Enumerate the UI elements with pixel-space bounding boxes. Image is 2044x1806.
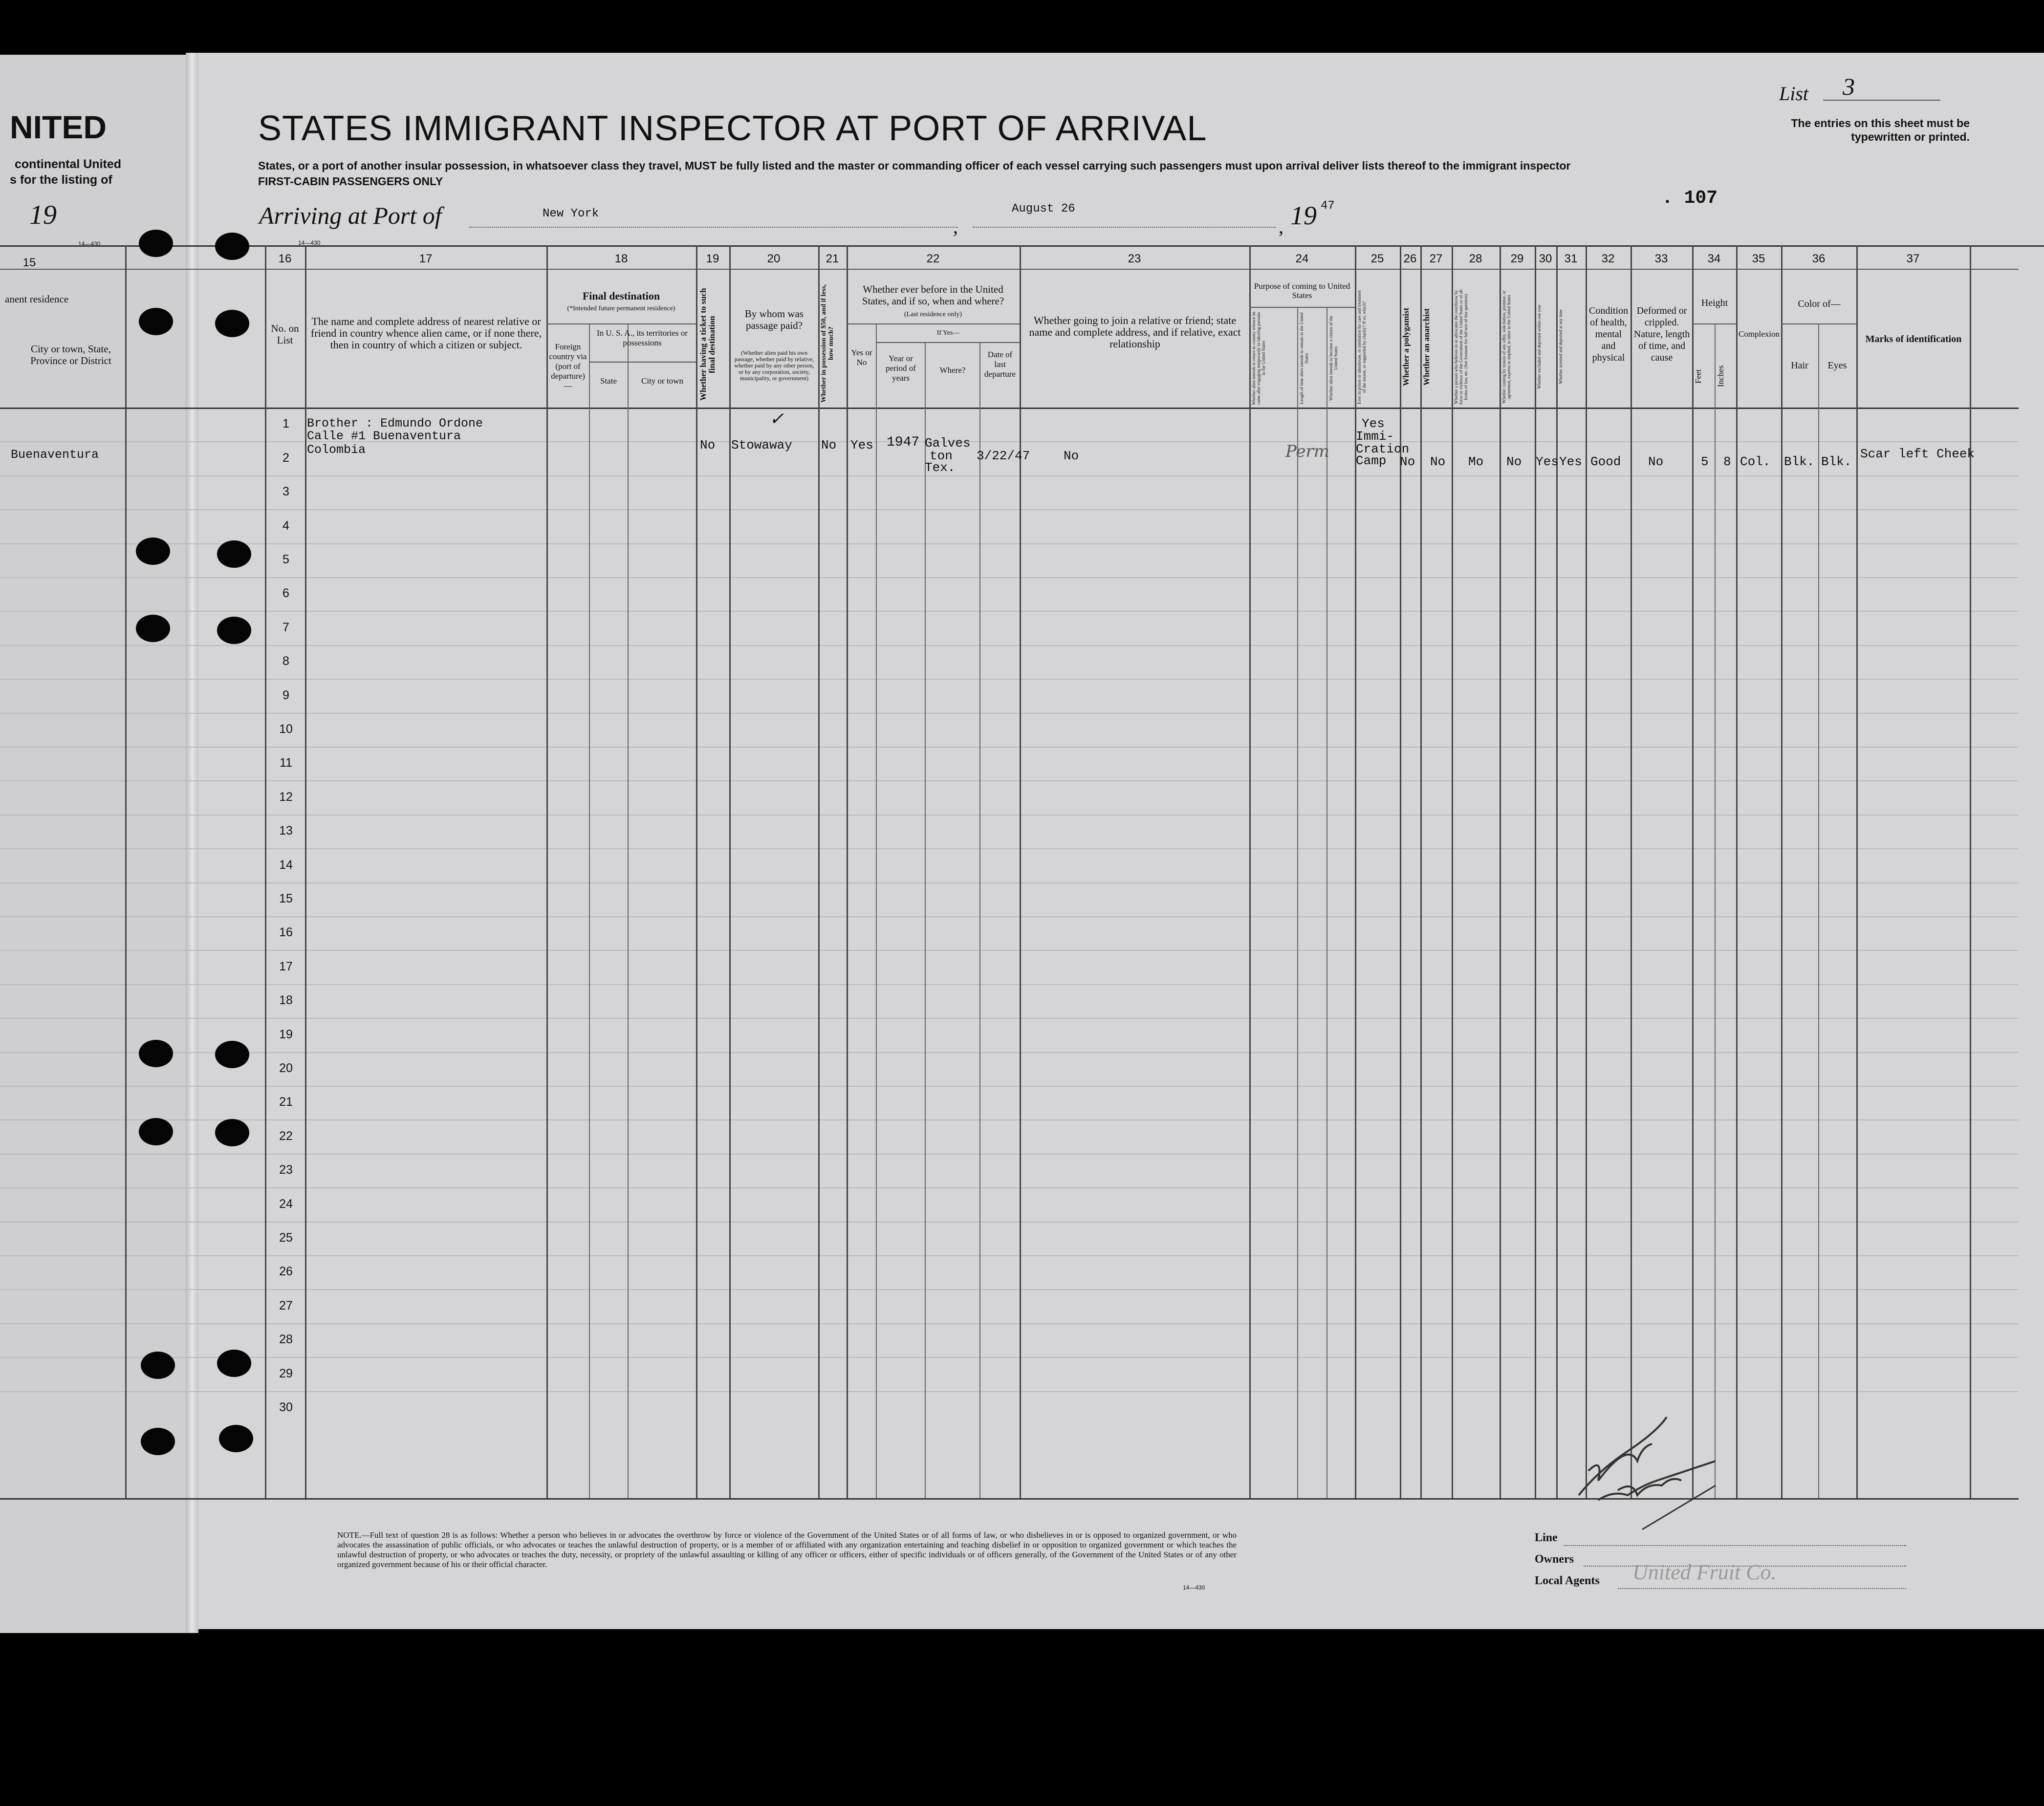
row-rule — [0, 441, 2019, 442]
left-form-no: 14—430 — [78, 240, 101, 247]
row-number: 5 — [283, 553, 289, 566]
vline-24b — [1297, 307, 1298, 1498]
hdr-c18-usa: In U. S. A., its territories or possessions — [596, 328, 688, 347]
vline-34a — [1692, 245, 1694, 1498]
row-rule — [0, 1222, 2019, 1223]
entry-health: Good — [1590, 454, 1621, 469]
hdr-c18-state: State — [600, 376, 617, 386]
hdr-c24-b: Length of time alien intends to remain in the United States — [1299, 312, 1309, 404]
row-rule — [0, 747, 2019, 748]
row-number: 2 — [283, 451, 289, 465]
vline-35 — [1736, 245, 1738, 1498]
punch-hole — [215, 1119, 249, 1146]
row-rule — [0, 815, 2019, 816]
vline-22d — [979, 342, 980, 1498]
vline-36a — [1781, 245, 1783, 1498]
hdr-c34-feet: Feet — [1694, 369, 1703, 384]
punch-hole — [141, 1428, 175, 1455]
c24-subline — [1249, 307, 1355, 308]
row-number: 27 — [279, 1298, 293, 1312]
column-number: 35 — [1752, 252, 1765, 265]
entry-joining: No — [1064, 449, 1079, 463]
entry-prison-l1: Yes — [1362, 416, 1385, 431]
entry-passage: Stowaway — [731, 438, 792, 452]
row-rule — [0, 475, 2019, 476]
column-number: 22 — [926, 252, 940, 265]
punch-hole — [217, 1350, 251, 1377]
punch-hole — [139, 1040, 173, 1067]
manifest-sheet — [192, 53, 2044, 1629]
column-number: 31 — [1564, 252, 1578, 265]
hdr-c27: Whether an anarchist — [1422, 308, 1431, 386]
entry-anarchist: No — [1430, 454, 1446, 469]
entry-complexion: Col. — [1740, 454, 1771, 469]
hdr-c35: Complexion — [1738, 329, 1780, 339]
hdr-c34-inches: Inches — [1716, 365, 1725, 387]
punch-hole — [215, 233, 249, 260]
column-number: 24 — [1295, 252, 1309, 265]
row-rule — [0, 780, 2019, 781]
hdr-c20-sub: (Whether alien paid his own passage, whether paid by relative, whether paid by any other person, or by any corporation, society, municipality, or government) — [734, 349, 814, 382]
form-no-top: 14—430 — [298, 239, 321, 246]
vline-26 — [1400, 245, 1401, 1498]
hdr-c23: Whether going to join a relative or friend; state name and complete address, and if relative, exact relationship — [1029, 314, 1241, 350]
hdr-c18-title: Final destination — [582, 290, 660, 302]
entry-relative-l2: Calle #1 Buenaventura — [307, 429, 461, 443]
page-fold — [186, 53, 198, 1633]
punch-hole — [217, 617, 251, 644]
entry-prison-l4: Camp — [1356, 453, 1387, 468]
entry-prison-l2: Immi- — [1356, 429, 1394, 444]
vline-21 — [818, 245, 820, 1498]
colnum-row-border — [0, 269, 2019, 270]
hdr-c24-c: Whether alien intends to become a citizen of the United States — [1328, 316, 1338, 401]
row-number: 11 — [280, 756, 292, 770]
entry-marks: Scar left Cheek — [1860, 447, 1975, 461]
column-number: 29 — [1510, 252, 1524, 265]
hdr-c31: Whether arrested and deported at any time — [1558, 309, 1563, 385]
hdr-c32: Condition of health, mental and physical — [1588, 305, 1628, 363]
entry-purpose: Perm — [1285, 442, 1329, 461]
row-rule — [0, 645, 2019, 646]
vline-23 — [1020, 245, 1021, 1498]
line-underline — [1564, 1545, 1906, 1546]
row-number: 10 — [279, 722, 293, 736]
column-number: 36 — [1812, 252, 1826, 265]
row-rule — [0, 1052, 2019, 1053]
row-number: 22 — [279, 1129, 293, 1143]
row1-residence: Buenaventura — [11, 448, 99, 462]
c18-subline — [546, 323, 696, 324]
vline-18b — [589, 323, 590, 1498]
hdr-c36-eyes: Eyes — [1827, 360, 1847, 371]
column-number: 27 — [1429, 252, 1443, 265]
row-number: 15 — [279, 892, 293, 905]
vline-30 — [1535, 245, 1536, 1498]
row-rule — [0, 848, 2019, 849]
vline-18a — [546, 245, 548, 1498]
hdr-c18-sub: (*Intended future permanent residence) — [567, 305, 675, 312]
list-underline — [1823, 100, 1940, 101]
hdr-c30: Whether excluded and deported within one year — [1537, 304, 1542, 389]
row-rule — [0, 509, 2019, 510]
hdr-c25: Ever in prison or almshouse, or institution for care and treatment of the insane, or supported by charity? If so, which? — [1357, 290, 1367, 404]
vline-28 — [1452, 245, 1453, 1498]
punch-hole — [217, 540, 251, 568]
footer-agents-label: Local Agents — [1535, 1574, 1600, 1587]
left-title-fragment: NITED — [10, 109, 107, 145]
row-rule — [0, 1119, 2019, 1120]
row-number: 19 — [279, 1027, 293, 1041]
column-number: 28 — [1469, 252, 1482, 265]
column-number: 20 — [767, 252, 781, 265]
vline-37 — [1856, 245, 1858, 1498]
vline-27 — [1420, 245, 1422, 1498]
column-number: 33 — [1654, 252, 1668, 265]
hdr-c29: Whether coming by reason of any offer, solicitation, promise, or agreement, express or implied, to labor in the United States — [1501, 290, 1511, 404]
entry-polygamist: No — [1400, 454, 1415, 469]
hdr-c22-year: Year or period of years — [886, 354, 916, 383]
row-rule — [0, 543, 2019, 544]
row-number: 3 — [283, 485, 289, 499]
hdr-no-on-list: No. on List — [271, 322, 299, 346]
entry-relative-l3: Colombia — [307, 443, 366, 457]
row-number: 17 — [279, 959, 293, 973]
row-rule — [0, 577, 2019, 578]
entry-inches: 8 — [1723, 454, 1731, 469]
row-rule — [0, 1289, 2019, 1290]
footer-form-no: 14—430 — [1183, 1584, 1205, 1591]
footer-line-label: Line — [1535, 1531, 1558, 1544]
comma2: , — [1279, 215, 1283, 237]
vline-34b — [1715, 323, 1716, 1498]
hdr-c36: Color of— — [1798, 299, 1841, 309]
col-num-15: 15 — [22, 256, 36, 269]
vline-20 — [729, 245, 731, 1498]
left-line1: continental United — [15, 157, 122, 171]
row-number: 21 — [279, 1095, 293, 1109]
page-number: . 107 — [1662, 188, 1718, 209]
vline-36b — [1818, 323, 1819, 1498]
row-number: 26 — [279, 1265, 293, 1279]
c22-subline2 — [876, 342, 1020, 343]
row-rule — [0, 1357, 2019, 1358]
hdr-c22-where: Where? — [939, 366, 966, 375]
hdr-c18-foreign: Foreign country via (port of departure)— — [549, 342, 587, 390]
row-number: 20 — [279, 1061, 293, 1075]
row-number: 14 — [279, 858, 293, 872]
entry-prison-l3: Cration — [1356, 442, 1410, 456]
row-rule — [0, 1086, 2019, 1087]
entry-excluded: Yes — [1536, 454, 1559, 469]
row-number: 18 — [279, 993, 293, 1008]
row-number: 23 — [279, 1163, 293, 1177]
hdr-c22-date: Date of last departure — [984, 350, 1016, 379]
hdr-c26: Whether a polygamist — [1401, 307, 1411, 387]
punch-hole — [139, 230, 173, 257]
footer-note: NOTE.—Full text of question 28 is as follows: Whether a person who believes in or advocates the overthrow by force or violence of the Government of the United States or of all forms of law, or who disbelieves in or is opposed to organized government, or who advocates the assassination of public officials, or who advocates or teaches the unlawful destruction of property, or is a member of or affiliated with any organization entertaining and teaching disbelief in or opposition to organized government or which teaches the unlawful destruction of property, or who advocates or teaches the duty, necessity, or propriety of the unlawful assaulting or killing of any officer or officers, either of specific individuals or of officers generally, of the Government of the United States or of any other organized government because of his or their official character. — [337, 1530, 1237, 1569]
vline-24a — [1249, 245, 1251, 1498]
entry-year: 1947 — [887, 435, 920, 450]
entry-hair: Blk. — [1784, 454, 1815, 469]
row-rule — [0, 1018, 2019, 1019]
vline-29 — [1500, 245, 1501, 1498]
column-number: 30 — [1539, 252, 1552, 265]
column-number: 16 — [278, 252, 292, 265]
header-residence: anent residence — [5, 293, 69, 305]
vline-15 — [125, 245, 127, 1498]
row-rule — [0, 1391, 2019, 1392]
punch-hole — [139, 308, 173, 335]
header-subline2: FIRST-CABIN PASSENGERS ONLY — [258, 175, 443, 188]
hdr-c34: Height — [1701, 298, 1728, 308]
row-number: 28 — [279, 1333, 293, 1347]
row-rule — [0, 1255, 2019, 1256]
punch-hole — [139, 1118, 173, 1145]
row-number: 7 — [283, 620, 289, 634]
vline-22a — [847, 245, 848, 1498]
hdr-c22-ifyes: If Yes— — [936, 329, 960, 337]
hdr-c20: By whom was passage paid? — [744, 308, 804, 331]
entry-ticket: No — [700, 438, 716, 452]
row-number: 30 — [279, 1400, 293, 1414]
row-rule — [0, 882, 2019, 883]
row-number: 8 — [283, 654, 289, 668]
vline-33 — [1631, 245, 1632, 1498]
entry-has-50: No — [821, 438, 837, 452]
hdr-c36-hair: Hair — [1791, 360, 1808, 371]
row-rule — [0, 1187, 2019, 1188]
handwritten-signature — [1569, 1398, 1735, 1544]
hdr-c17: The name and complete address of nearest relative or friend in country whence alien came, or if none there, then in country of which a citizen or subject. — [310, 315, 542, 351]
vline-19 — [696, 245, 697, 1498]
port-underline — [469, 227, 958, 228]
row-number: 9 — [283, 688, 289, 702]
hdr-c22-title: Whether ever before in the United States, and if so, when and where? — [862, 283, 1004, 307]
row-number: 4 — [283, 518, 289, 533]
hdr-c28: Whether a person who believes in or advocates the overthrow by force or violence of the Government of the United States or of all forms of law, etc. (See footnote for full text of this question) — [1454, 289, 1468, 405]
row-rule — [0, 679, 2019, 680]
vline-end — [1970, 245, 1971, 1498]
column-number: 25 — [1370, 252, 1384, 265]
row-rule — [0, 950, 2019, 951]
entry-eyes: Blk. — [1821, 454, 1852, 469]
footer-agents-value: United Fruit Co. — [1632, 1560, 1777, 1584]
hdr-c24-title: Purpose of coming to United States — [1254, 281, 1350, 300]
header-bottom-border — [0, 408, 2019, 409]
vline-22b — [876, 323, 877, 1498]
row-rule — [0, 611, 2019, 612]
punch-hole — [215, 1041, 249, 1068]
entry-before: Yes — [850, 438, 873, 452]
punch-hole — [136, 538, 170, 565]
punch-hole — [219, 1425, 253, 1452]
entry-relative-l1: Brother : Edmundo Ordone — [307, 416, 483, 430]
row-number: 6 — [283, 586, 289, 601]
row-rule — [0, 1154, 2019, 1155]
row-number: 29 — [279, 1366, 293, 1380]
column-number: 18 — [614, 252, 628, 265]
date-value: August 26 — [1012, 202, 1075, 215]
entry-where-l1: Galves — [925, 436, 971, 451]
entry-date-last: 3/22/47 — [977, 449, 1030, 463]
hdr-c33: Deformed or crippled. Nature, length of time, and cause — [1633, 305, 1690, 363]
vline-22c — [925, 342, 926, 1498]
entry-where-l3: Tex. — [925, 460, 956, 475]
punch-hole — [136, 615, 170, 642]
row-number: 12 — [279, 790, 293, 804]
port-value: New York — [543, 207, 599, 220]
arriving-label: Arriving at Port of — [259, 202, 442, 229]
page-title: STATES IMMIGRANT INSPECTOR AT PORT OF ARRIVAL — [258, 109, 1207, 148]
vline-31 — [1556, 245, 1558, 1498]
entry-overthrow: Mo — [1468, 454, 1484, 469]
date-underline — [973, 227, 1276, 228]
agents-underline — [1618, 1588, 1906, 1589]
entry-feet: 5 — [1701, 454, 1709, 469]
footer-owners-label: Owners — [1535, 1553, 1574, 1566]
list-label: List — [1779, 83, 1809, 105]
comma: , — [953, 215, 958, 237]
c34-subline — [1692, 323, 1736, 324]
row-number: 16 — [279, 925, 293, 940]
vline-18c — [628, 323, 629, 1498]
row-rule — [0, 916, 2019, 917]
hdr-c37: Marks of identification — [1865, 334, 1962, 344]
c36-subline — [1781, 323, 1856, 324]
row-rule — [0, 713, 2019, 714]
column-number: 37 — [1906, 252, 1920, 265]
row-number: 25 — [279, 1231, 293, 1245]
punch-hole — [141, 1352, 175, 1379]
hdr-c21: Whether in possession of $50, and if less, how much? — [820, 284, 835, 403]
row-number: 13 — [279, 824, 293, 838]
column-number: 23 — [1128, 252, 1141, 265]
row-rule — [0, 1323, 2019, 1324]
column-number: 17 — [419, 252, 433, 265]
column-number: 34 — [1707, 252, 1721, 265]
c18-subline2 — [589, 362, 696, 363]
header-city: City or town, State, Province or District — [30, 343, 111, 366]
hdr-c18-city: City or town — [641, 376, 683, 386]
row-rule — [0, 984, 2019, 985]
left-page-fragment — [0, 55, 192, 1633]
list-number: 3 — [1843, 73, 1855, 100]
header-subline1: States, or a port of another insular possession, in whatsoever class they travel, MUST be fully listed and the master or commanding officer of each vessel carrying such passengers must upon arrival deliver lists thereof to the immigrant inspector — [258, 159, 1571, 172]
instructions: The entries on this sheet must be typewritten or printed. — [1791, 117, 1970, 143]
entry-where-l2: ton — [930, 449, 953, 463]
c22-subline — [847, 323, 1020, 324]
column-number: 21 — [826, 252, 839, 265]
column-number: 19 — [706, 252, 719, 265]
row-number: 1 — [283, 417, 289, 431]
hdr-c24-a: Whether alien intends to return to country whence he came after engaging temporarily in laboring pursuits in the United States — [1251, 311, 1266, 405]
punch-hole — [215, 310, 249, 337]
vline-24c — [1326, 307, 1327, 1498]
left-year: 19 — [29, 200, 57, 230]
vline-32 — [1586, 245, 1587, 1498]
check-mark: ✓ — [769, 409, 784, 429]
year-suffix: 47 — [1321, 199, 1335, 213]
entry-offer: No — [1506, 454, 1522, 469]
hdr-c22-yesno: Yes or No — [851, 348, 872, 367]
row-number: 24 — [279, 1197, 293, 1211]
left-line2: s for the listing of — [10, 173, 112, 187]
column-number: 32 — [1601, 252, 1615, 265]
hdr-c19: Whether having a ticket to such final destination — [698, 288, 717, 401]
hdr-c22-sub: (Last residence only) — [904, 311, 962, 318]
year-prefix: 19 — [1290, 201, 1317, 230]
entry-deported: Yes — [1559, 454, 1582, 469]
column-number: 26 — [1403, 252, 1417, 265]
entry-deformed: No — [1648, 454, 1664, 469]
